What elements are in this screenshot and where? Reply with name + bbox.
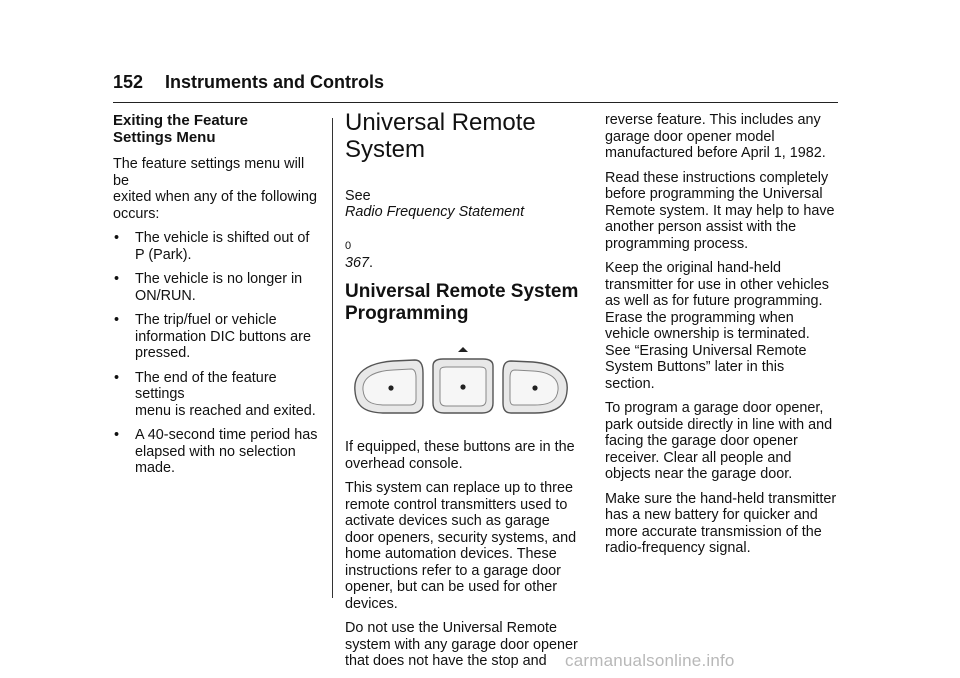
remote-button-3-icon xyxy=(503,361,567,413)
bullet-text: The trip/fuel or vehicle information DIC buttons are pressed. xyxy=(135,312,311,361)
see-ref-page[interactable]: 367 xyxy=(345,254,370,271)
remote-button-1-icon xyxy=(355,360,423,413)
figure-caption: If equipped, these buttons are in the overhead console. xyxy=(345,439,575,472)
bullet-mark: • xyxy=(114,312,120,328)
list-item xyxy=(113,230,323,263)
paragraph: Read these instructions completely before programming the Universal Remote system. It may help to have another person assist with the programming process. xyxy=(605,169,835,252)
paragraph: To program a garage door opener, park outside directly in line with and facing the garage door opener receiver. Clear all people and objects near the garage door. xyxy=(605,400,833,482)
page-header xyxy=(113,70,838,103)
list-item xyxy=(113,370,323,420)
heading-exiting-feature-settings: Exiting the Feature Settings Menu xyxy=(113,112,249,146)
bullet-mark: • xyxy=(114,271,120,287)
list-item xyxy=(113,427,323,477)
intro-paragraph: The feature settings menu will be exited when any of the following occurs: xyxy=(113,156,317,222)
bullet-mark: • xyxy=(114,427,120,443)
see-word: See xyxy=(345,187,371,204)
overhead-console-buttons-figure xyxy=(345,333,585,431)
bullet-text: A 40-second time period has elapsed with no selection made. xyxy=(135,427,318,476)
column-right xyxy=(605,112,843,565)
see-ref-title[interactable]: Radio Frequency Statement xyxy=(345,204,525,220)
bullet-text: The vehicle is no longer in ON/RUN. xyxy=(135,271,303,304)
column-divider xyxy=(332,118,333,598)
watermark-text: carmanualsonline.info xyxy=(565,651,735,670)
bullet-text: The end of the feature settings menu is reached and exited. xyxy=(135,369,316,419)
section-title: Instruments and Controls xyxy=(165,72,385,92)
remote-buttons-illustration xyxy=(345,333,575,431)
paragraph: Do not use the Universal Remote system with any garage door opener that does not have the stop and xyxy=(345,620,578,669)
bullet-mark: • xyxy=(114,369,120,386)
list-item xyxy=(113,271,323,304)
see-ref-period: . xyxy=(369,254,374,271)
paragraph: reverse feature. This includes any garage door opener model manufactured before April 1, 1982. xyxy=(605,112,826,161)
bullet-text: The vehicle is shifted out of P (Park). xyxy=(135,230,310,263)
column-middle xyxy=(345,109,585,678)
paragraph: Make sure the hand-held transmitter has a new battery for quicker and more accurate transmission of the radio-frequency signal. xyxy=(605,490,837,556)
remote-button-2-icon xyxy=(433,347,493,413)
heading-universal-remote-system: Universal Remote System xyxy=(345,109,536,163)
page-number: 152 xyxy=(113,72,144,92)
heading-programming: Universal Remote System Programming xyxy=(345,281,579,324)
paragraph: This system can replace up to three remote control transmitters used to activate devices such as garage door openers, security systems, and home automation devices. These instructions refer to a garage door opener, but can be used for other devices. xyxy=(345,480,577,612)
see-reference xyxy=(345,171,585,271)
paragraph: Keep the original hand-held transmitter for use in other vehicles as well as for future programming. Erase the programming when vehicle ownership is terminated. See “Erasing Universal Remote System Buttons” later in this section. xyxy=(605,260,829,392)
bullet-mark: • xyxy=(114,230,120,246)
list-item xyxy=(113,312,323,362)
column-left xyxy=(113,112,323,485)
page-ref-icon: 0 xyxy=(345,240,352,252)
